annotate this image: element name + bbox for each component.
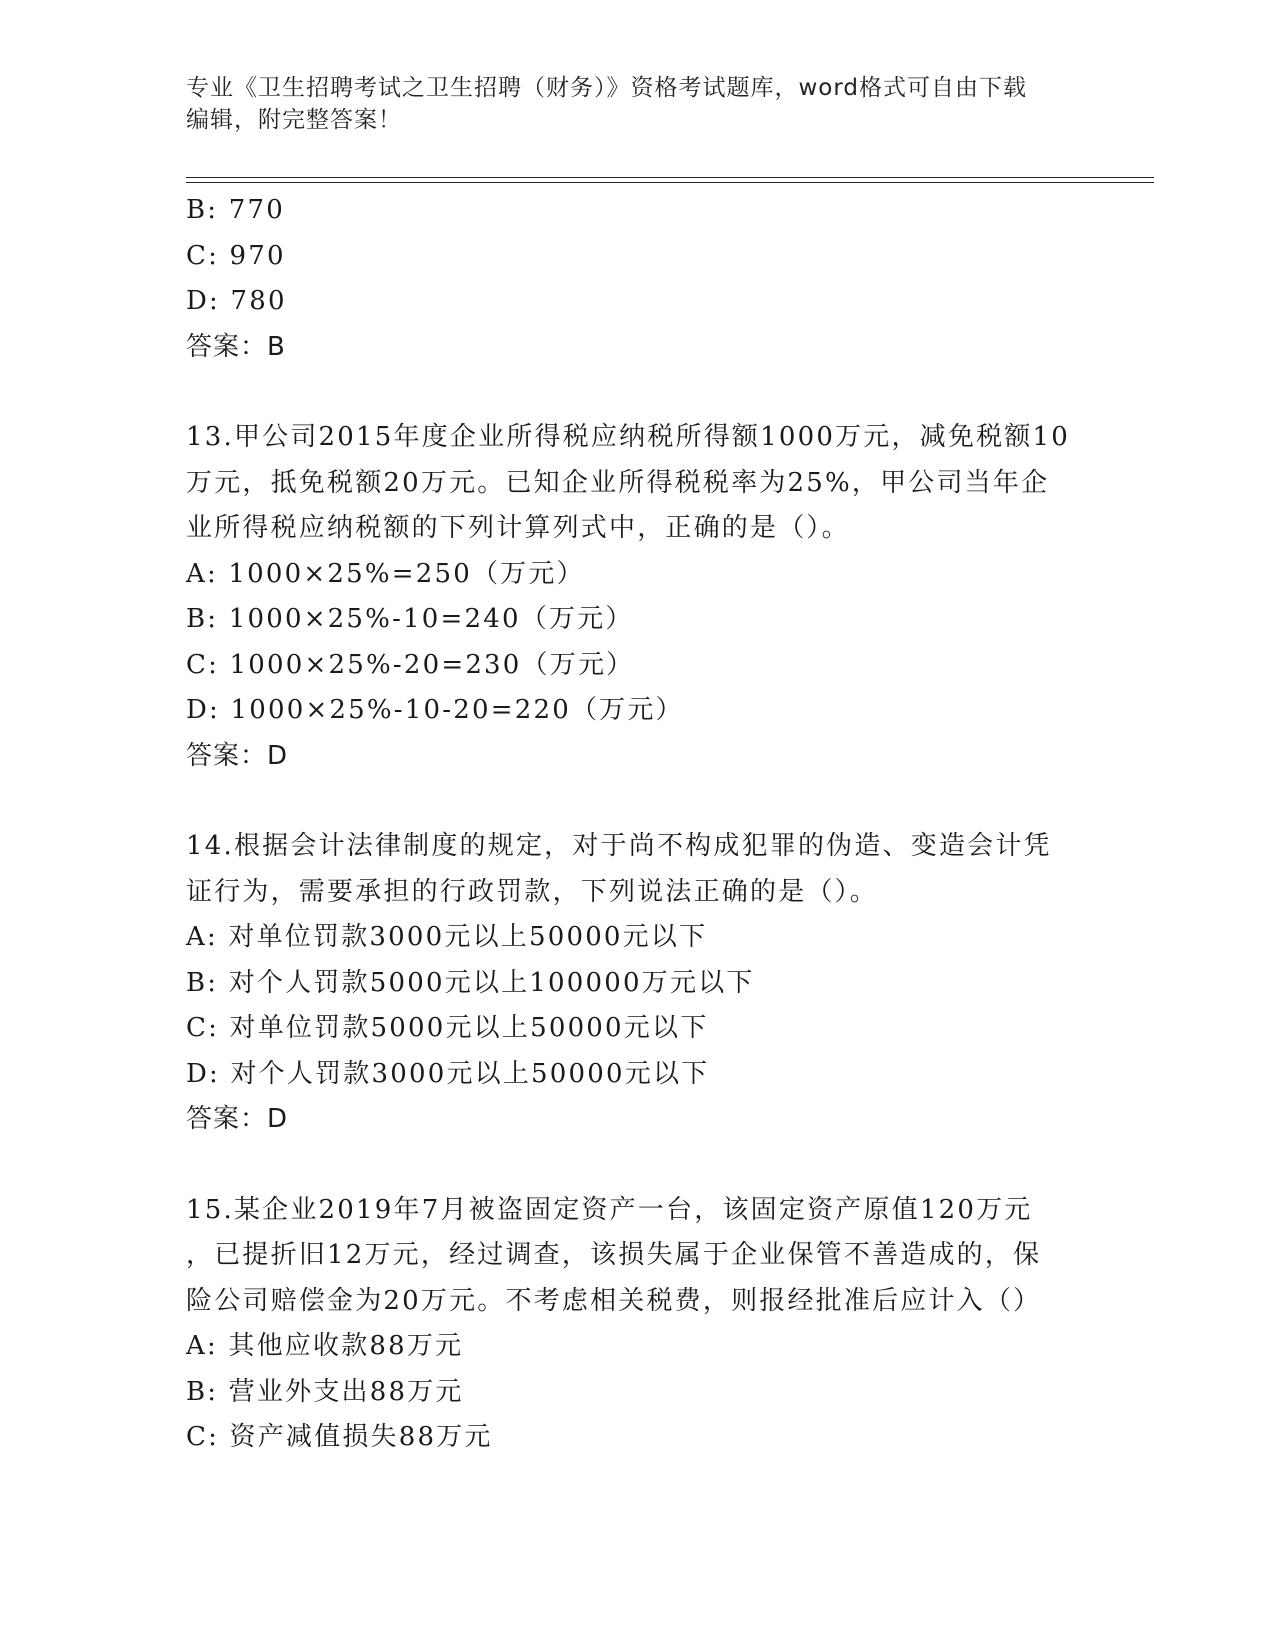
option-a: A: 对单位罚款3000元以上50000元以下 (186, 922, 708, 952)
option-c: C: 对单位罚款5000元以上50000元以下 (186, 1013, 709, 1043)
question-text-line: 15.某企业2019年7月被盗固定资产一台，该固定资产原值120万元 (186, 1194, 1033, 1225)
question-text-line: 13.甲公司2015年度企业所得税应纳税所得额1000万元，减免税额10 (186, 422, 1070, 452)
option-d: D: 对个人罚款3000元以上50000元以下 (186, 1058, 710, 1089)
option-b: B: 1000×25%-10=240（万元） (186, 604, 634, 634)
header-line-1: 专业《卫生招聘考试之卫生招聘（财务）》资格考试题库，word格式可自由下载 (186, 75, 1028, 101)
question-text-line: 业所得税应纳税额的下列计算列式中，正确的是（）。 (186, 513, 850, 543)
option-d: D: 1000×25%-10-20=220（万元） (186, 695, 684, 725)
option-c: C: 1000×25%-20=230（万元） (186, 649, 635, 680)
answer: 答案：B (186, 331, 286, 362)
option-c: C: 资产减值损失88万元 (186, 1422, 493, 1452)
option-b: B: 对个人罚款5000元以上100000万元以下 (186, 967, 755, 998)
question-text-line: 万元，抵免税额20万元。已知企业所得税税率为25%，甲公司当年企 (186, 467, 1050, 498)
page-header (186, 72, 1086, 136)
question-text-line: 证行为，需要承担的行政罚款，下列说法正确的是（）。 (186, 876, 879, 907)
question-13 (186, 415, 1086, 779)
option-a: A: 1000×25%=250（万元） (186, 558, 585, 589)
question-12 (186, 188, 1086, 370)
option-b: B: 营业外支出88万元 (186, 1376, 464, 1407)
question-15 (186, 1188, 1086, 1461)
answer: 答案：D (186, 1104, 289, 1134)
header-line-2: 编辑，附完整答案！ (186, 107, 402, 133)
option-c: C: 970 (186, 240, 286, 271)
option-b: B: 770 (186, 195, 285, 225)
answer: 答案：D (186, 740, 289, 771)
question-14 (186, 824, 1086, 1143)
question-text-line: 14.根据会计法律制度的规定，对于尚不构成犯罪的伪造、变造会计凭 (186, 831, 1052, 861)
header-rule-bottom (186, 182, 1154, 183)
question-text-line: 险公司赔偿金为20万元。不考虑相关税费，则报经批准后应计入（） (186, 1285, 1042, 1316)
option-d: D: 780 (186, 286, 287, 316)
header-rule-top (186, 177, 1154, 178)
option-a: A: 其他应收款88万元 (186, 1331, 464, 1361)
question-text-line: ，已提折旧12万元，经过调查，该损失属于企业保管不善造成的，保 (186, 1240, 1042, 1270)
question-content (186, 188, 1086, 1461)
